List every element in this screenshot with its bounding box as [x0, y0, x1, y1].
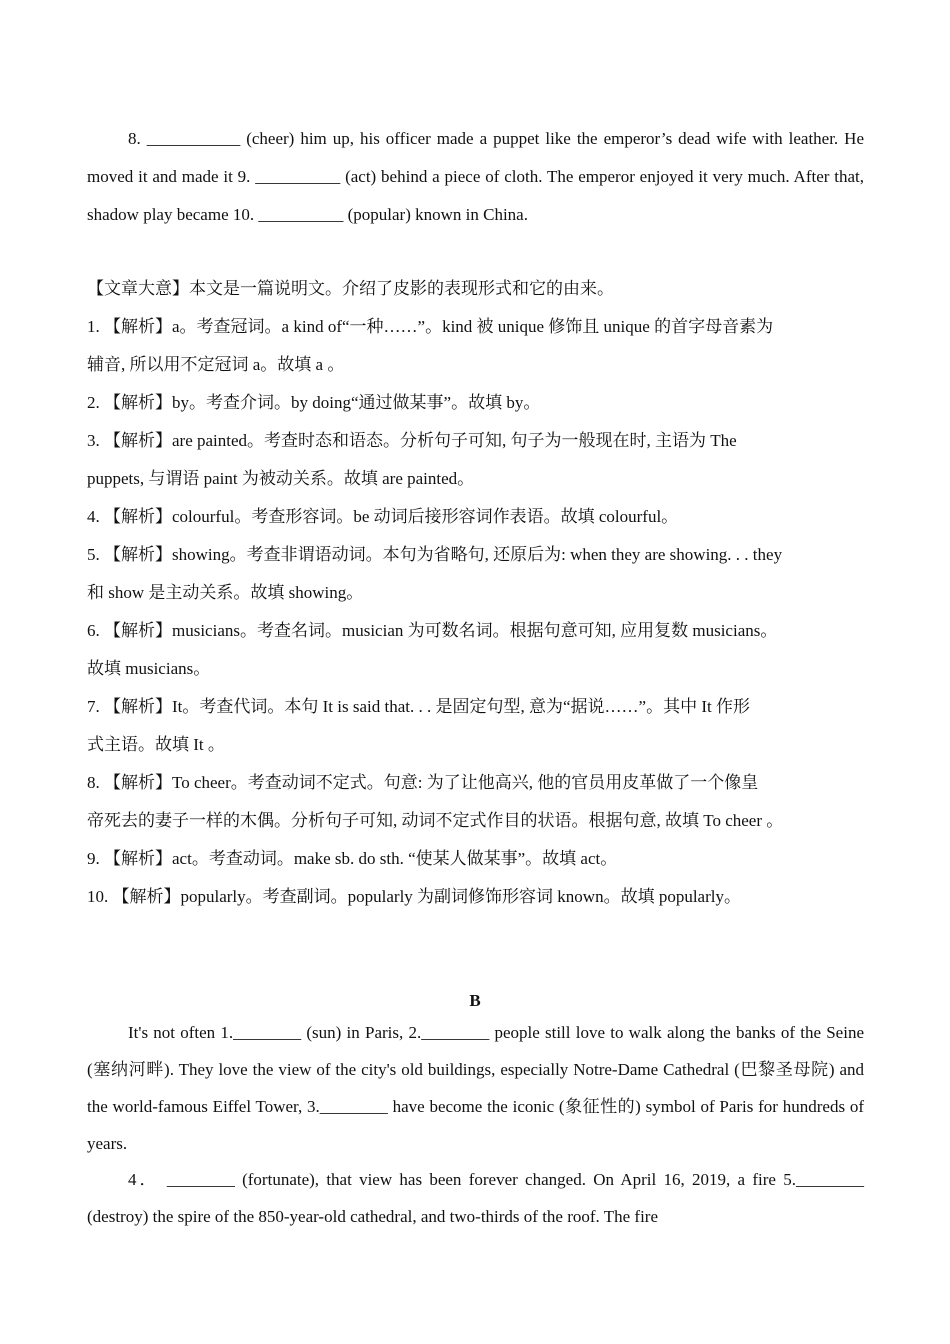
answer-line: 7. 【解析】It。考查代词。本句 It is said that. . . 是固定句型, 意为“据说……”。其中 It 作形	[87, 697, 750, 716]
answer-line: 式主语。故填 It 。	[87, 735, 225, 754]
summary-line: 【文章大意】本文是一篇说明文。介绍了皮影的表现形式和它的由来。	[87, 279, 614, 298]
answer-line: 1. 【解析】a。考查冠词。a kind of“一种……”。kind 被 unique 修饰且 unique 的首字母音素为	[87, 317, 774, 336]
section-b-paragraph-2: 4． ________ (fortunate), that view has been forever changed. On April 16, 2019, a fire 5.________ (destroy) the spire of the 850-year-old cathedral, and two-thirds of the roof. The fire	[87, 1170, 864, 1226]
section-b-paragraph-1: It's not often 1.________ (sun) in Paris, 2.________ people still love to walk along the banks of the Seine (塞纳河畔). They love the view of the city's old buildings, especially Notre-Dame Cathedral (巴黎圣母院) and the world-famous Eiffel Tower, 3.________ have become the iconic (象征性的) symbol of Paris for hundreds of years.	[87, 1023, 864, 1153]
section-b-heading: B	[469, 991, 481, 1010]
answer-line: 9. 【解析】act。考查动词。make sb. do sth. “使某人做某事”。故填 act。	[87, 849, 618, 868]
answer-line: 8. 【解析】To cheer。考查动词不定式。句意: 为了让他高兴, 他的官员用皮革做了一个像皇	[87, 773, 759, 792]
answer-line: 2. 【解析】by。考查介词。by doing“通过做某事”。故填 by。	[87, 393, 541, 412]
answer-line: 6. 【解析】musicians。考查名词。musician 为可数名词。根据句意可知, 应用复数 musicians。	[87, 621, 778, 640]
answer-line: puppets, 与谓语 paint 为被动关系。故填 are painted。	[87, 469, 475, 488]
answer-line: 4. 【解析】colourful。考查形容词。be 动词后接形容词作表语。故填 colourful。	[87, 507, 679, 526]
answer-line: 辅音, 所以用不定冠词 a。故填 a 。	[87, 355, 345, 374]
answer-line: 帝死去的妻子一样的木偶。分析句子可知, 动词不定式作目的状语。根据句意, 故填 To cheer 。	[87, 811, 784, 830]
answer-line: 3. 【解析】are painted。考查时态和语态。分析句子可知, 句子为一般现在时, 主语为 The	[87, 431, 737, 450]
answer-line: 和 show 是主动关系。故填 showing。	[87, 583, 364, 602]
answer-line: 故填 musicians。	[87, 659, 211, 678]
passage-a-tail: 8. ___________ (cheer) him up, his officer made a puppet like the emperor’s dead wife with leather. He moved it and made it 9. __________ (act) behind a piece of cloth. The emperor enjoyed it very much. After that, shadow play became 10. __________ (popular) known in China.	[87, 129, 864, 224]
answer-line: 10. 【解析】popularly。考查副词。popularly 为副词修饰形容词 known。故填 popularly。	[87, 887, 741, 906]
answer-line: 5. 【解析】showing。考查非谓语动词。本句为省略句, 还原后为: when they are showing. . . they	[87, 545, 783, 564]
